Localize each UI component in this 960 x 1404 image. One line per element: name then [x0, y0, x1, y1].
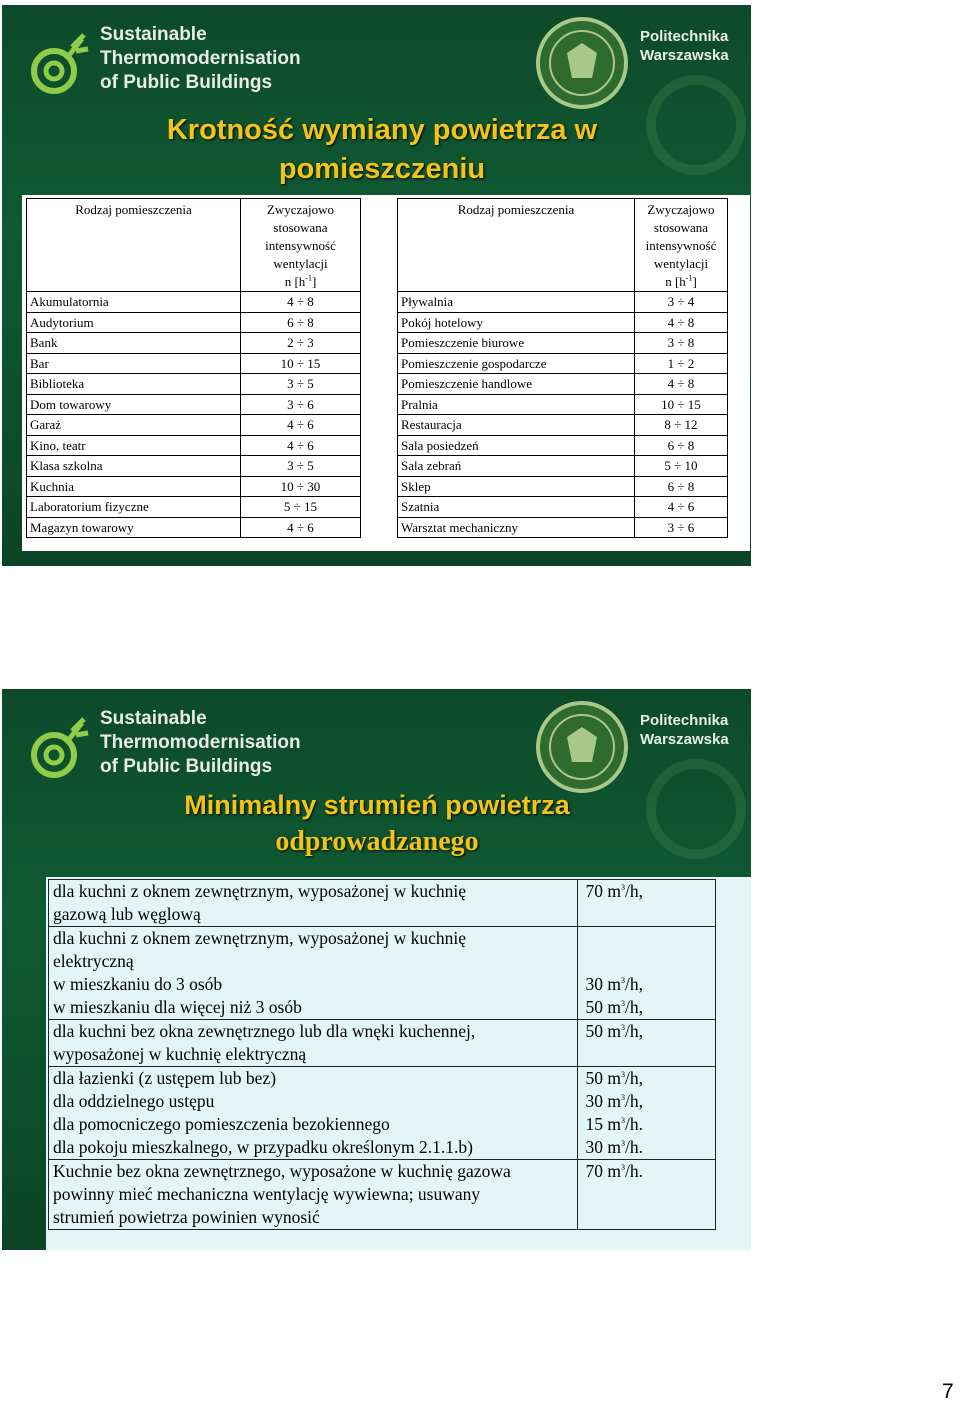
- room-type-cell: Kino, teatr: [27, 435, 241, 456]
- exchange-rate-cell: 8 ÷ 12: [635, 415, 728, 436]
- table-row: [27, 415, 361, 436]
- unit-exponent: 3: [621, 976, 626, 986]
- description-line: strumień powietrza powinien wynosić: [53, 1207, 320, 1227]
- table-row: [398, 415, 728, 436]
- room-type-cell: Restauracja: [398, 415, 635, 436]
- room-type-cell: Audytorium: [27, 312, 241, 333]
- table-row: [49, 1067, 716, 1160]
- table-row: [398, 333, 728, 354]
- airflow-rate-cell: [577, 1020, 715, 1067]
- rate-number: 15 m: [585, 1114, 622, 1134]
- room-type-cell: Pokój hotelowy: [398, 312, 635, 333]
- description-line: dla oddzielnego ustępu: [53, 1091, 215, 1111]
- column-header-room: Rodzaj pomieszczenia: [27, 199, 241, 292]
- table-row: [398, 394, 728, 415]
- rate-number: 30 m: [585, 974, 622, 994]
- spacer: [586, 950, 711, 973]
- exchange-rate-cell: 3 ÷ 5: [241, 456, 361, 477]
- airflow-rate-value: [586, 996, 711, 1019]
- room-type-cell: Pomieszczenie biurowe: [398, 333, 635, 354]
- description-line: elektryczną: [53, 951, 134, 971]
- table-row: [27, 476, 361, 497]
- exchange-rate-cell: 6 ÷ 8: [635, 476, 728, 497]
- exchange-rate-cell: 4 ÷ 8: [635, 312, 728, 333]
- airflow-rate-value: [586, 1113, 711, 1136]
- room-type-cell: Bank: [27, 333, 241, 354]
- partner-name: Politechnika Warszawska: [640, 712, 729, 748]
- description-line: wyposażonej w kuchnię elektryczną: [53, 1044, 307, 1064]
- partner-name: Politechnika Warszawska: [640, 28, 729, 64]
- airflow-rate-value: [586, 1020, 711, 1043]
- description-line: w mieszkaniu dla więcej niż 3 osób: [53, 997, 302, 1017]
- exchange-rate-cell: 1 ÷ 2: [635, 353, 728, 374]
- description-line: w mieszkaniu do 3 osób: [53, 974, 223, 994]
- rate-number: 30 m: [585, 1091, 622, 1111]
- description-line: dla łazienki (z ustępem lub bez): [53, 1068, 277, 1088]
- table-row: [398, 312, 728, 333]
- room-type-cell: Klasa szkolna: [27, 456, 241, 477]
- room-type-cell: Szatnia: [398, 497, 635, 518]
- exchange-rate-cell: 4 ÷ 6: [635, 497, 728, 518]
- exchange-rate-cell: 10 ÷ 15: [241, 353, 361, 374]
- exchange-rate-cell: 4 ÷ 8: [635, 374, 728, 395]
- table-row: [49, 927, 716, 1020]
- room-type-cell: Bar: [27, 353, 241, 374]
- rate-unit: /h.: [625, 1161, 644, 1181]
- rate-number: 70 m: [585, 881, 622, 901]
- slide-title: Minimalny strumień powietrza odprowadzanego: [184, 790, 570, 857]
- table-row: [27, 333, 361, 354]
- stp-logo-icon: [24, 713, 94, 783]
- rate-number: 50 m: [585, 997, 622, 1017]
- room-type-cell: Magazyn towarowy: [27, 517, 241, 538]
- table-row: [49, 880, 716, 927]
- room-type-cell: Akumulatornia: [27, 292, 241, 313]
- rate-unit: /h,: [625, 1068, 644, 1088]
- exhaust-airflow-table: [48, 879, 716, 1230]
- exchange-rate-cell: 3 ÷ 6: [241, 394, 361, 415]
- table-row: [398, 497, 728, 518]
- air-exchange-table-left: [26, 198, 361, 538]
- unit-exponent: 3: [621, 1163, 626, 1173]
- unit-exponent: 3: [621, 1116, 626, 1126]
- room-type-cell: Warsztat mechaniczny: [398, 517, 635, 538]
- airflow-rate-value: [586, 1090, 711, 1113]
- table-panel: [22, 195, 750, 551]
- table-row: [49, 1020, 716, 1067]
- university-seal-icon: [532, 13, 632, 113]
- table-row: [27, 374, 361, 395]
- column-header-room: Rodzaj pomieszczenia: [398, 199, 635, 292]
- room-description-cell: [49, 1020, 578, 1067]
- rate-unit: /h,: [625, 974, 644, 994]
- table-row: [398, 435, 728, 456]
- room-description-cell: [49, 927, 578, 1020]
- room-type-cell: Pomieszczenie gospodarcze: [398, 353, 635, 374]
- unit-exponent: 3: [621, 1093, 626, 1103]
- rate-unit: /h,: [625, 881, 644, 901]
- room-type-cell: Sala zebrań: [398, 456, 635, 477]
- room-type-cell: Laboratorium fizyczne: [27, 497, 241, 518]
- exchange-rate-cell: 4 ÷ 8: [241, 292, 361, 313]
- spacer: [586, 927, 711, 950]
- air-exchange-table-right: [397, 198, 728, 538]
- table-row: [49, 1160, 716, 1230]
- room-type-cell: Pralnia: [398, 394, 635, 415]
- exchange-rate-cell: 4 ÷ 6: [241, 517, 361, 538]
- airflow-rate-value: [586, 1067, 711, 1090]
- rate-number: 50 m: [585, 1068, 622, 1088]
- stp-logo-icon: [24, 29, 94, 99]
- rate-number: 30 m: [585, 1137, 622, 1157]
- table-row: [398, 517, 728, 538]
- airflow-rate-cell: [577, 880, 715, 927]
- column-header-rate: Zwyczajowo stosowana intensywność wentylacji n $[h^{-1}]$: [241, 199, 361, 292]
- exchange-rate-cell: 3 ÷ 4: [635, 292, 728, 313]
- table-row: [27, 312, 361, 333]
- table-row: [398, 292, 728, 313]
- table-row: [27, 517, 361, 538]
- room-type-cell: Garaż: [27, 415, 241, 436]
- airflow-rate-cell: [577, 1067, 715, 1160]
- table-row: [27, 353, 361, 374]
- table-panel: [46, 877, 751, 1250]
- room-type-cell: Sklep: [398, 476, 635, 497]
- unit-exponent: 3: [621, 1070, 626, 1080]
- rate-unit: /h.: [625, 1137, 644, 1157]
- table-row: [27, 292, 361, 313]
- room-type-cell: Pływalnia: [398, 292, 635, 313]
- column-header-rate: Zwyczajowo stosowana intensywność wentylacji n $[h^{-1}]$: [635, 199, 728, 292]
- airflow-rate-value: [586, 880, 711, 903]
- description-line: dla kuchni z oknem zewnętrznym, wyposażonej w kuchnię: [53, 881, 467, 901]
- airflow-rate-cell: [577, 927, 715, 1020]
- university-seal-icon: [532, 697, 632, 797]
- airflow-rate-value: [586, 1160, 711, 1183]
- exchange-rate-cell: 5 ÷ 10: [635, 456, 728, 477]
- slide-header: [2, 689, 751, 789]
- description-line: dla kuchni z oknem zewnętrznym, wyposażonej w kuchnię: [53, 928, 467, 948]
- table-row: [398, 374, 728, 395]
- rate-unit: /h,: [625, 1021, 644, 1041]
- exchange-rate-cell: 6 ÷ 8: [635, 435, 728, 456]
- room-type-cell: Dom towarowy: [27, 394, 241, 415]
- room-description-cell: [49, 1160, 578, 1230]
- slide-exhaust-airflow: [2, 689, 751, 1250]
- description-line: powinny mieć mechaniczna wentylację wywiewna; usuwany: [53, 1184, 481, 1204]
- table-header-row: [27, 199, 361, 292]
- table-header-row: [398, 199, 728, 292]
- room-type-cell: Sala posiedzeń: [398, 435, 635, 456]
- table-row: [27, 394, 361, 415]
- airflow-rate-value: [586, 973, 711, 996]
- rate-number: 50 m: [585, 1021, 622, 1041]
- description-line: dla pomocniczego pomieszczenia bezokiennego: [53, 1114, 390, 1134]
- exchange-rate-cell: 4 ÷ 6: [241, 435, 361, 456]
- page-number: 7: [942, 1380, 954, 1403]
- brand-name: Sustainable Thermomodernisation of Public Buildings: [100, 24, 301, 93]
- slide-title: Krotność wymiany powietrza w pomieszczeniu: [166, 114, 598, 185]
- exchange-rate-cell: 3 ÷ 8: [635, 333, 728, 354]
- description-line: Kuchnie bez okna zewnętrznego, wyposażone w kuchnię gazowa: [53, 1161, 511, 1181]
- table-row: [398, 476, 728, 497]
- room-type-cell: Biblioteka: [27, 374, 241, 395]
- room-type-cell: Pomieszczenie handlowe: [398, 374, 635, 395]
- unit-exponent: 3: [621, 883, 626, 893]
- description-line: dla pokoju mieszkalnego, w przypadku określonym 2.1.1.b): [53, 1137, 473, 1157]
- airflow-rate-cell: [577, 1160, 715, 1230]
- table-row: [27, 497, 361, 518]
- table-row: [398, 353, 728, 374]
- rate-unit: /h.: [625, 1114, 644, 1134]
- exchange-rate-cell: 6 ÷ 8: [241, 312, 361, 333]
- exchange-rate-cell: 5 ÷ 15: [241, 497, 361, 518]
- description-line: gazową lub węglową: [53, 904, 201, 924]
- table-row: [27, 435, 361, 456]
- slide-air-exchange: [2, 5, 751, 566]
- exchange-rate-cell: 10 ÷ 15: [635, 394, 728, 415]
- exchange-rate-cell: 3 ÷ 5: [241, 374, 361, 395]
- slide-header: [2, 5, 751, 105]
- brand-name: Sustainable Thermomodernisation of Public Buildings: [100, 708, 301, 777]
- exchange-rate-cell: 2 ÷ 3: [241, 333, 361, 354]
- unit-exponent: 3: [621, 1023, 626, 1033]
- room-description-cell: [49, 1067, 578, 1160]
- exchange-rate-cell: 3 ÷ 6: [635, 517, 728, 538]
- description-line: dla kuchni bez okna zewnętrznego lub dla wnęki kuchennej,: [53, 1021, 476, 1041]
- exchange-rate-cell: 4 ÷ 6: [241, 415, 361, 436]
- room-type-cell: Kuchnia: [27, 476, 241, 497]
- exchange-rate-cell: 10 ÷ 30: [241, 476, 361, 497]
- unit-exponent: 3: [621, 1139, 626, 1149]
- table-row: [398, 456, 728, 477]
- table-row: [27, 456, 361, 477]
- rate-unit: /h,: [625, 1091, 644, 1111]
- rate-number: 70 m: [585, 1161, 622, 1181]
- rate-unit: /h,: [625, 997, 644, 1017]
- room-description-cell: [49, 880, 578, 927]
- airflow-rate-value: [586, 1136, 711, 1159]
- unit-exponent: 3: [621, 999, 626, 1009]
